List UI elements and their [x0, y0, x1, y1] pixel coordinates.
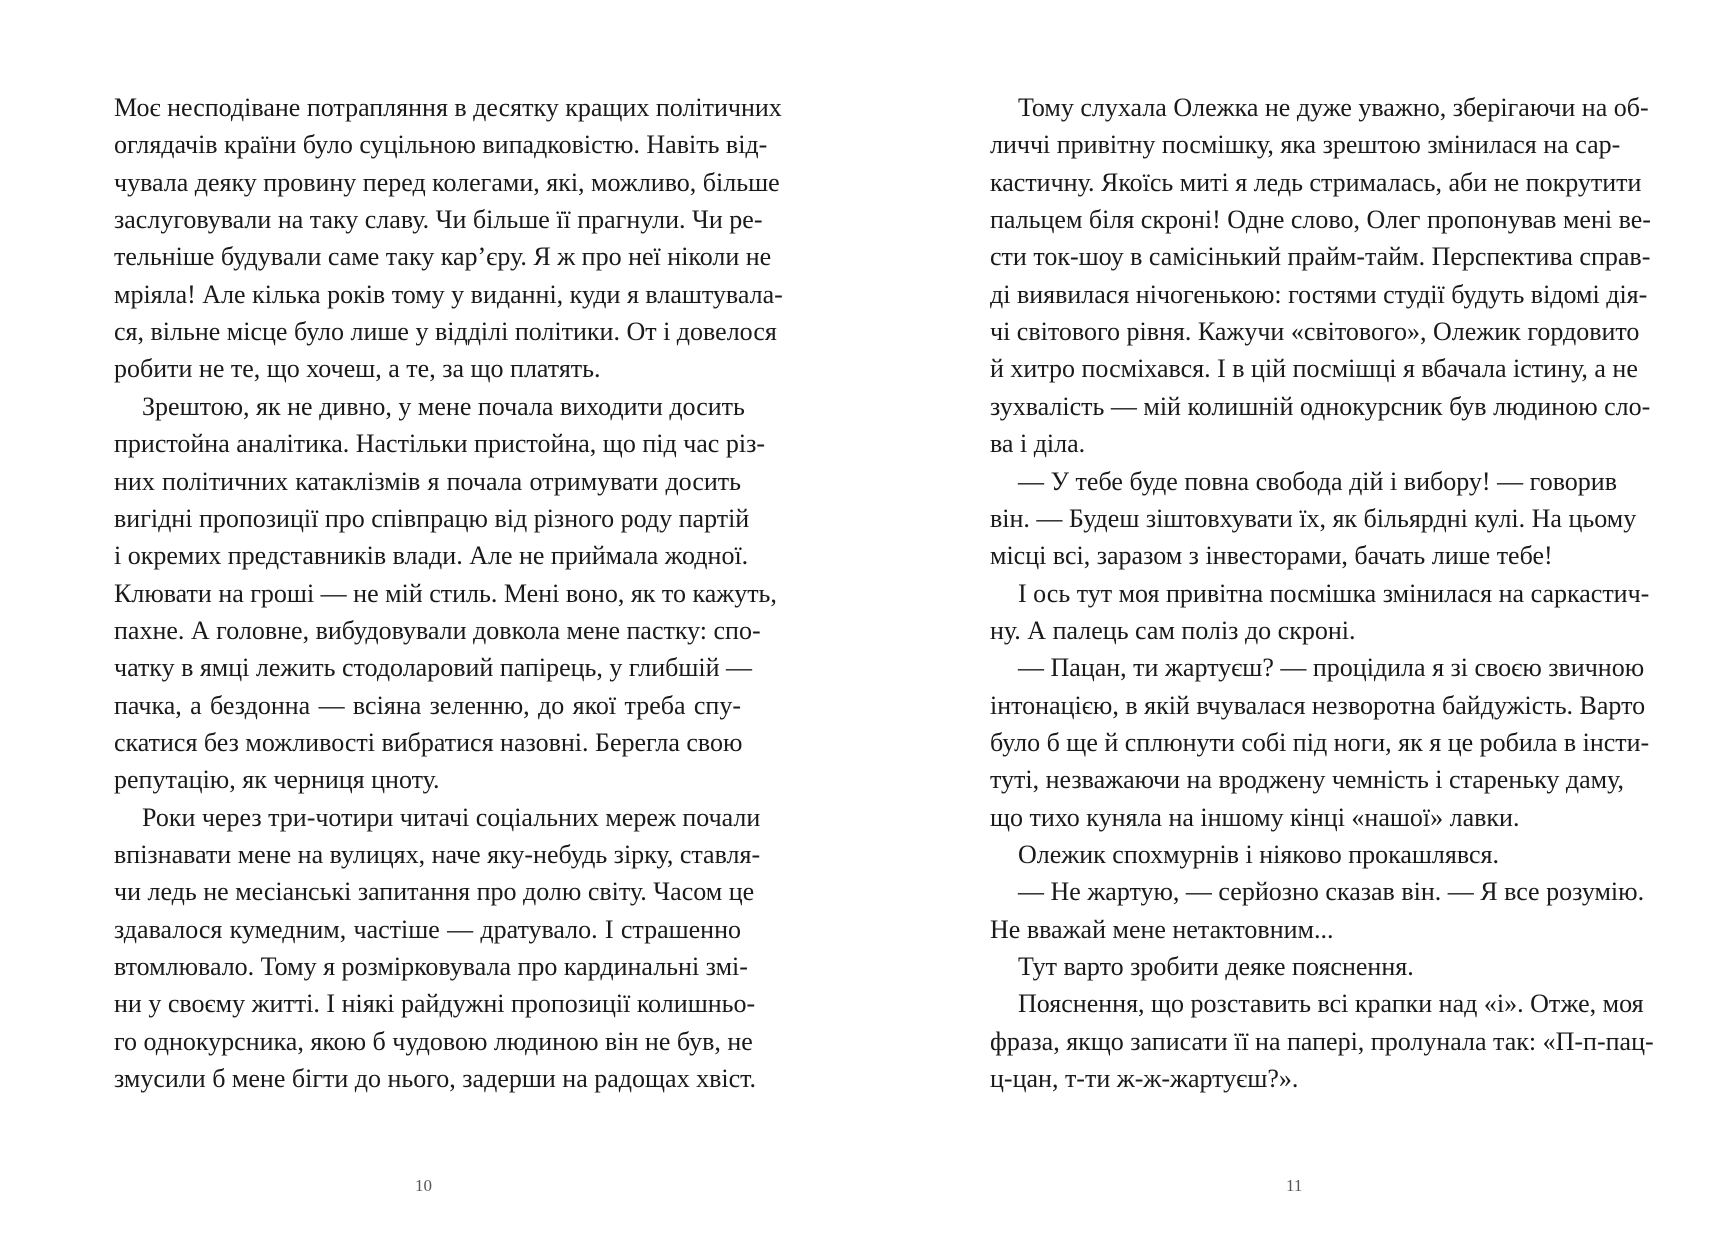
text-line: чатку в ямці лежить стодоларовий папірець, у глибшій —	[114, 653, 753, 683]
text-line: чи ледь не месіанські запитання про долю світу. Часом це	[114, 877, 755, 907]
text-line: інтонацією, в якій вчувалася незворотна байдужість. Варто	[990, 690, 1646, 720]
text-line: пахне. А головне, вибудовували довкола мене пастку: спо-	[114, 615, 761, 645]
text-line: чі світового рівня. Кажучи «світового», Олежик гордовито	[990, 317, 1640, 347]
text-line: Роки через три-чотири читачі соціальних мереж почали	[142, 802, 761, 832]
text-line: фраза, якщо записати її на папері, пролунала так: «П-п-пац-	[990, 1026, 1654, 1056]
right-page	[856, 0, 1713, 1258]
page-number-left: 10	[415, 1176, 432, 1195]
text-line: ва і діла.	[990, 429, 1086, 459]
page-number-right: 11	[1286, 1176, 1303, 1195]
text-line: кастичну. Якоїсь миті я ледь стрималась, аби не покрутити	[990, 167, 1642, 197]
text-line: І ось тут моя привітна посмішка змінилася на саркастич-	[1018, 578, 1650, 608]
text-line: Зрештою, як не дивно, у мене почала виходити досить	[142, 391, 745, 421]
text-line: туті, незважаючи на вроджену чемність і стареньку даму,	[990, 765, 1624, 795]
text-line: — Пацан, ти жартуєш? — процідила я зі своєю звичною	[1018, 653, 1645, 683]
text-line: було б ще й сплюнути собі під ноги, як я це робила в інсти-	[990, 727, 1650, 757]
text-line: втомлювало. Тому я розмірковувала про кардинальні змі-	[114, 952, 748, 982]
text-line: — У тебе буде повна свобода дій і вибору! — говорив	[1018, 466, 1617, 496]
text-line: репутацію, як черниця цноту.	[114, 765, 440, 795]
text-line: скатися без можливості вибратися назовні. Берегла свою	[114, 727, 743, 757]
text-line: оглядачів країни було суцільною випадковістю. Навіть від-	[114, 130, 768, 160]
text-line: тельніше будували саме таку кар’єру. Я ж про неї ніколи не	[114, 242, 772, 272]
text-line: зухвалість — мій колишній однокурсник був людиною сло-	[990, 391, 1651, 421]
text-line: вигідні пропозиції про співпрацю від різного роду партій	[114, 503, 750, 533]
text-line: впізнавати мене на вулицях, наче яку-небудь зірку, ставля-	[114, 840, 761, 869]
text-line: місці всі, заразом з інвесторами, бачать лише тебе!	[990, 541, 1553, 571]
text-line: го однокурсника, якою б чудовою людиною він не був, не	[114, 1026, 753, 1056]
text-line: він. — Будеш зіштовхувати їх, як більярдні кулі. На цьому	[990, 503, 1637, 533]
text-line: ді виявилася нічогенькою: гостями студії будуть відомі дія-	[990, 279, 1648, 309]
text-line: робити не те, що хочеш, а те, за що платять.	[114, 354, 601, 384]
text-line: пристойна аналітика. Настільки пристойна, що під час різ-	[114, 429, 766, 459]
text-line: ни у своєму житті. І ніякі райдужні пропозиції колишньо-	[114, 989, 756, 1019]
text-line: Тому слухала Олежка не дуже уважно, зберігаючи на об-	[1018, 93, 1649, 122]
text-line: пачка, а бездонна — всіяна зеленню, до якої треба спу-	[114, 690, 741, 720]
text-line: сти ток-шоу в самісінький прайм-тайм. Перспектива справ-	[990, 242, 1651, 272]
text-line: личчі привітну посмішку, яка зрештою змінилася на сар-	[990, 130, 1621, 160]
text-line: них політичних катаклізмів я почала отримувати досить	[114, 466, 741, 496]
text-line: й хитро посміхався. І в цій посмішці я вбачала істину, а не	[990, 354, 1638, 384]
text-line: що тихо куняла на іншому кінці «нашої» лавки.	[990, 802, 1520, 832]
text-line: Клювати на гроші — не мій стиль. Мені воно, як то кажуть,	[114, 578, 777, 608]
text-line: заслуговували на таку славу. Чи більше її прагнули. Чи ре-	[114, 205, 763, 235]
text-line: змусили б мене бігти до нього, задерши на радощах хвіст.	[114, 1064, 757, 1094]
text-line: чувала деяку провину перед колегами, які, можливо, більше	[114, 167, 780, 197]
text-line: здавалося кумедним, частіше — дратувало. І страшенно	[114, 914, 741, 944]
text-line: ся, вільне місце було лише у відділі політики. От і довелося	[114, 317, 777, 347]
text-line: ну. А палець сам поліз до скроні.	[990, 615, 1356, 645]
text-line: пальцем біля скроні! Одне слово, Олег пропонував мені ве-	[990, 205, 1651, 235]
text-line: Пояснення, що розставить всі крапки над «і». Отже, моя	[1018, 989, 1644, 1019]
text-line: Не вважай мене нетактовним...	[990, 914, 1334, 944]
text-line: — Не жартую, — серйозно сказав він. — Я все розумію.	[1018, 877, 1645, 907]
text-line: і окремих представників влади. Але не приймала жодної.	[114, 541, 749, 571]
text-line: Моє несподіване потрапляння в десятку кращих політичних	[114, 93, 782, 122]
left-page	[0, 0, 856, 1258]
text-line: Тут варто зробити деяке пояснення.	[1018, 952, 1414, 982]
text-line: ц-цан, т-ти ж-ж-жартуєш?».	[990, 1064, 1299, 1094]
text-line: Олежик спохмурнів і ніяково прокашлявся.	[1018, 840, 1499, 869]
text-line: мріяла! Але кілька років тому у виданні, куди я влаштувала-	[114, 279, 783, 309]
